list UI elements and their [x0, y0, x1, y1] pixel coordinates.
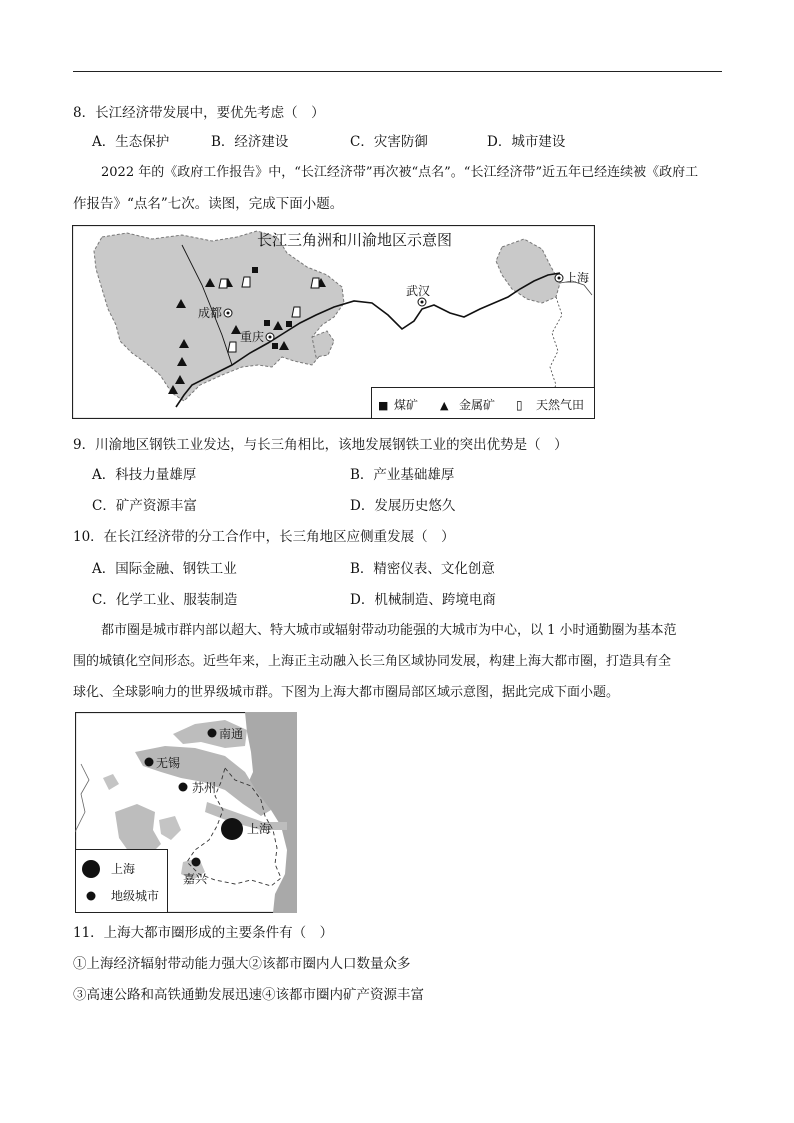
q11-statement-line2: ③高速公路和高铁通勤发展迅速④该都市圈内矿产资源丰富: [73, 987, 424, 1003]
q9-stem: 9．川渝地区钢铁工业发达，与长三角相比，该地发展钢铁工业的突出优势是（ ）: [73, 437, 568, 453]
map2-city-shanghai: 上海: [247, 822, 272, 836]
map1-city-shanghai: 上海: [565, 271, 590, 285]
q10-option-a[interactable]: A．国际金融、钢铁工业: [92, 561, 237, 577]
coal-mine-icon: ■: [378, 399, 389, 412]
map2-city-jiaxing: 嘉兴: [183, 872, 208, 886]
large-city-icon: [82, 860, 100, 878]
q11-stem: 11．上海大都市圈形成的主要条件有（ ）: [73, 925, 334, 941]
map2-legend: [76, 850, 168, 913]
map1-city-chengdu: 成都: [198, 306, 223, 320]
yangtze-map: [72, 225, 595, 419]
q8-option-d[interactable]: D．城市建设: [487, 134, 566, 150]
shanghai-metro-map: [75, 712, 297, 913]
q8-stem: 8．长江经济带发展中，要优先考虑（ ）: [73, 105, 325, 121]
q10-stem: 10．在长江经济带的分工合作中，长三角地区应侧重发展（ ）: [73, 529, 455, 545]
metal-ore-icon: ▲: [440, 399, 449, 412]
intro2-line3: 球化、全球影响力的世界级城市群。下图为上海大都市圈局部区域示意图，据此完成下面小题。: [73, 685, 620, 700]
q11-statement-line1: ①上海经济辐射带动能力强大②该都市圈内人口数量众多: [73, 956, 411, 972]
q9-option-a[interactable]: A．科技力量雄厚: [92, 467, 197, 483]
intro2-line1: 都市圈是城市群内部以超大、特大城市或辐射带动功能强的大城市为中心，以 1 小时通勤圈为基本范: [101, 623, 677, 638]
legend-shanghai-label: 上海: [111, 862, 136, 876]
legend-metal-label: 金属矿: [459, 398, 496, 412]
map1-city-wuhan: 武汉: [406, 284, 431, 298]
map2-city-nantong: 南通: [219, 727, 244, 741]
intro1-line2: 作报告》“点名”七次。读图，完成下面小题。: [73, 196, 344, 212]
legend-prefecture-label: 地级城市: [111, 889, 160, 903]
prefecture-city-icon: [87, 892, 96, 901]
q10-option-d[interactable]: D．机械制造、跨境电商: [350, 592, 496, 608]
q9-option-d[interactable]: D．发展历史悠久: [350, 498, 456, 514]
map1-city-chongqing: 重庆: [240, 330, 265, 344]
q8-option-b[interactable]: B．经济建设: [211, 134, 289, 150]
q10-option-c[interactable]: C．化学工业、服装制造: [92, 592, 238, 608]
q8-option-a[interactable]: A．生态保护: [92, 134, 170, 150]
q9-option-b[interactable]: B．产业基础雄厚: [350, 467, 455, 483]
q8-option-c[interactable]: C．灾害防御: [350, 134, 428, 150]
map1-title: 长江三角洲和川渝地区示意图: [257, 231, 453, 249]
header-rule: [73, 71, 722, 72]
map2-city-suzhou: 苏州: [192, 781, 217, 795]
map2-city-wuxi: 无锡: [156, 756, 181, 770]
gas-field-icon: ▯: [516, 398, 523, 412]
intro1-line1: 2022 年的《政府工作报告》中，“长江经济带”再次被“点名”。“长江经济带”近五年已经连续被《政府工: [101, 165, 699, 180]
q9-option-c[interactable]: C．矿产资源丰富: [92, 498, 197, 514]
intro2-line2: 围的城镇化空间形态。近些年来，上海正主动融入长三角区域协同发展，构建上海大都市圈，打造具有全: [73, 654, 672, 669]
q10-option-b[interactable]: B．精密仪表、文化创意: [350, 561, 495, 577]
legend-coal-label: 煤矿: [394, 398, 419, 412]
legend-gas-label: 天然气田: [536, 398, 585, 412]
